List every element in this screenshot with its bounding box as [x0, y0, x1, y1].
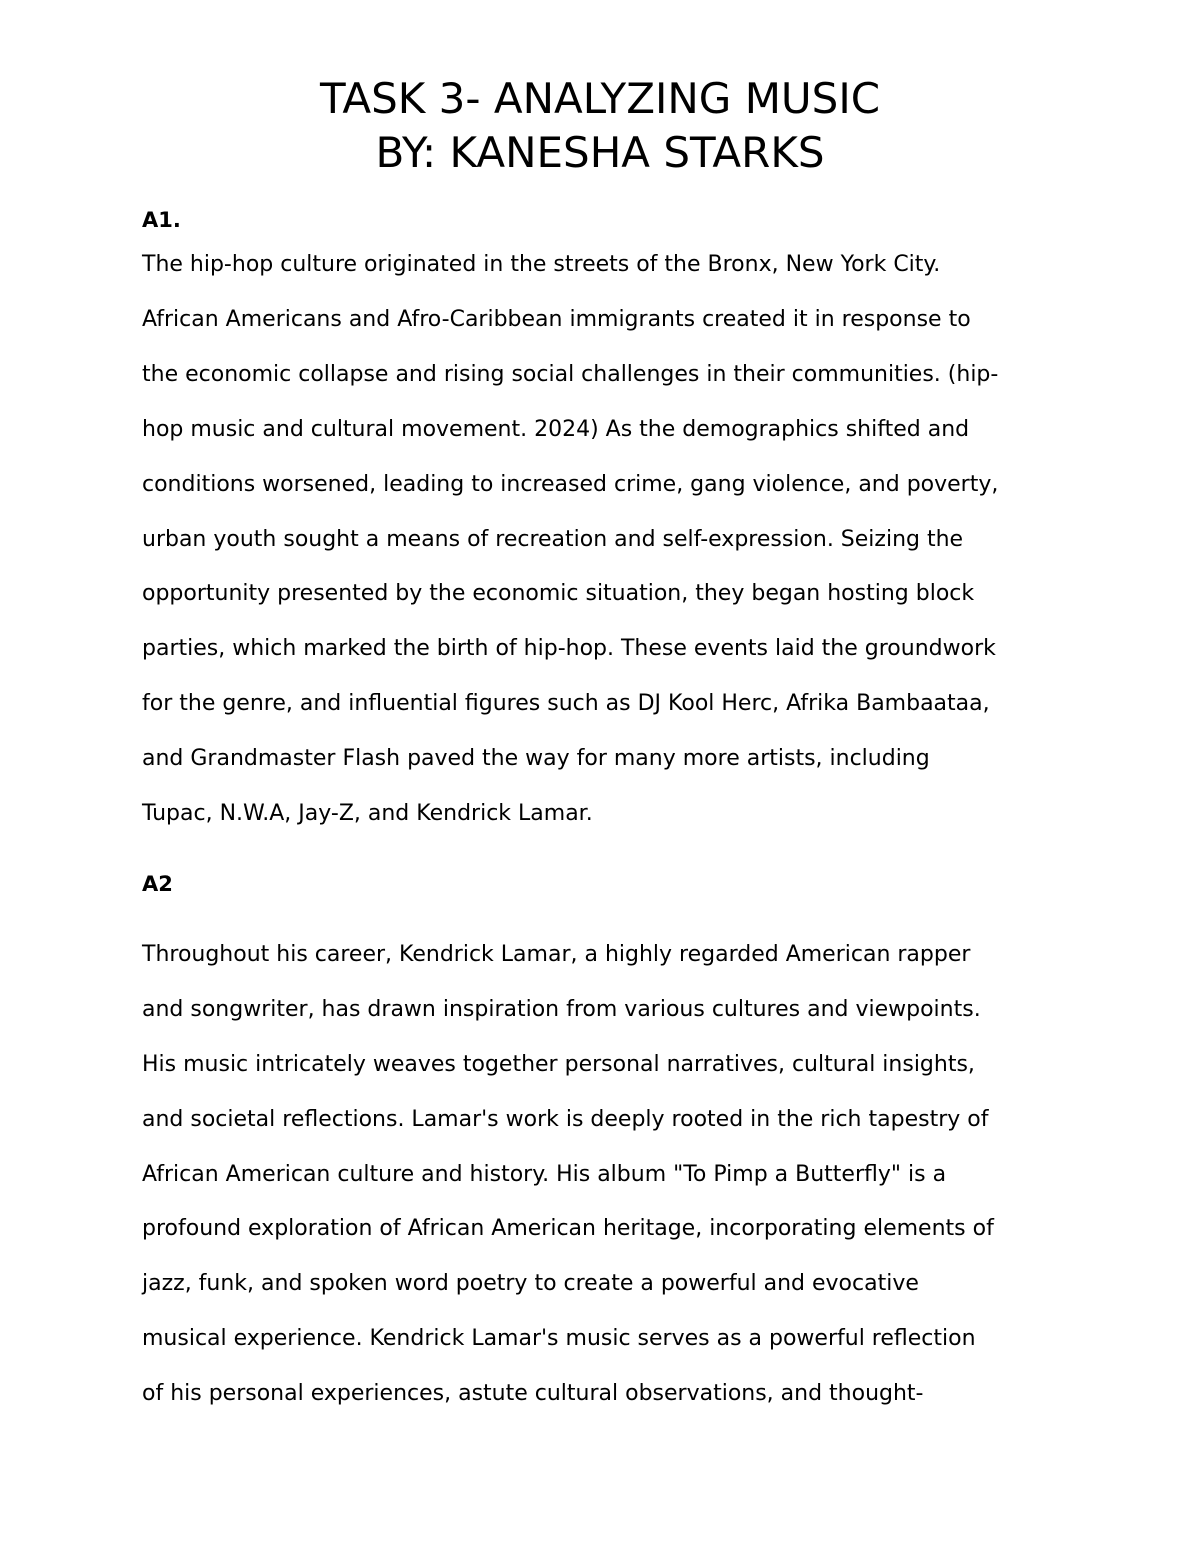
- paragraph-line: conditions worsened, leading to increased crime, gang violence, and poverty,: [142, 472, 999, 497]
- paragraph-line: urban youth sought a means of recreation and self-expression. Seizing the: [142, 527, 964, 552]
- paragraph-line: Throughout his career, Kendrick Lamar, a highly regarded American rapper: [142, 942, 971, 967]
- paragraph-line: profound exploration of African American heritage, incorporating elements of: [142, 1216, 994, 1241]
- paragraph-line: and societal reflections. Lamar's work is deeply rooted in the rich tapestry of: [142, 1107, 989, 1132]
- document-title-line-1: TASK 3- ANALYZING MUSIC: [319, 74, 881, 123]
- paragraph-line: musical experience. Kendrick Lamar's music serves as a powerful reflection: [142, 1326, 976, 1351]
- paragraph-line: parties, which marked the birth of hip-hop. These events laid the groundwork: [142, 636, 996, 661]
- paragraph-line: Tupac, N.W.A, Jay-Z, and Kendrick Lamar.: [142, 801, 593, 826]
- paragraph-line: and Grandmaster Flash paved the way for many more artists, including: [142, 746, 930, 771]
- section-a1-heading: A1.: [142, 208, 181, 232]
- paragraph-line: His music intricately weaves together personal narratives, cultural insights,: [142, 1052, 975, 1077]
- paragraph-line: hop music and cultural movement. 2024) As the demographics shifted and: [142, 417, 970, 442]
- paragraph-line: and songwriter, has drawn inspiration from various cultures and viewpoints.: [142, 997, 981, 1022]
- paragraph-line: African Americans and Afro-Caribbean immigrants created it in response to: [142, 307, 971, 332]
- paragraph-line: for the genre, and influential figures such as DJ Kool Herc, Afrika Bambaataa,: [142, 691, 990, 716]
- section-a2-heading: A2: [142, 872, 173, 896]
- paragraph-line: opportunity presented by the economic situation, they began hosting block: [142, 581, 975, 606]
- paragraph-line: African American culture and history. His album "To Pimp a Butterfly" is a: [142, 1162, 947, 1187]
- paragraph-line: The hip-hop culture originated in the streets of the Bronx, New York City.: [142, 252, 941, 277]
- paragraph-line: the economic collapse and rising social challenges in their communities. (hip-: [142, 362, 999, 387]
- document-title-line-2: BY: KANESHA STARKS: [375, 128, 825, 177]
- paragraph-line: jazz, funk, and spoken word poetry to create a powerful and evocative: [142, 1271, 919, 1296]
- paragraph-line: of his personal experiences, astute cultural observations, and thought-: [142, 1381, 924, 1406]
